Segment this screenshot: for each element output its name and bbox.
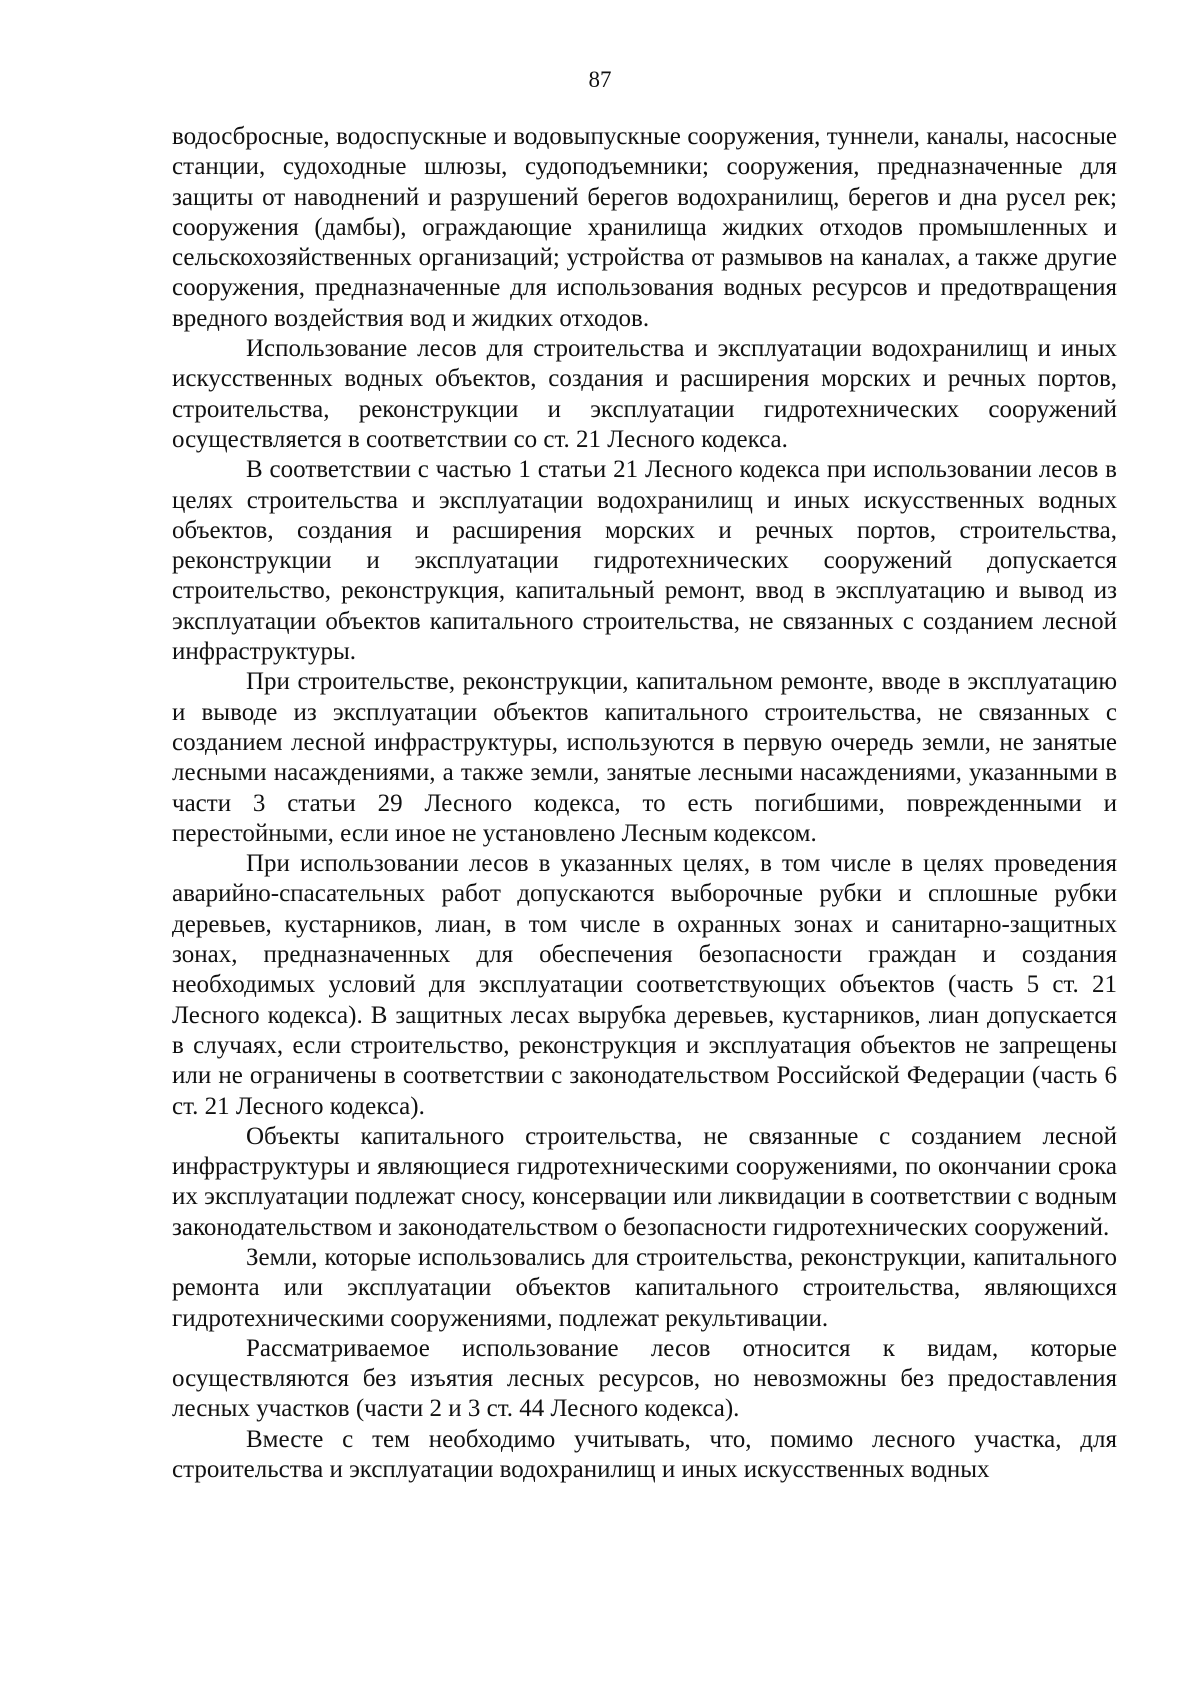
paragraph: В соответствии с частью 1 статьи 21 Лесного кодекса при использовании лесов в целях строительства и эксплуатации водохранилищ и иных искусственных водных объектов, создания и расширения морских и речных портов, строительства, реконструкции и эксплуатации гидротехнических сооружений допускается строительство, реконструкция, капитальный ремонт, ввод в эксплуатацию и вывод из эксплуатации объектов капитального строительства, не связанных с созданием лесной инфраструктуры.: [172, 456, 1117, 666]
paragraph: При строительстве, реконструкции, капитальном ремонте, вводе в эксплуатацию и выводе из эксплуатации объектов капитального строительства, не связанных с созданием лесной инфраструктуры, используются в первую очередь земли, не занятые лесными насаждениями, а также земли, занятые лесными насаждениями, указанными в части 3 статьи 29 Лесного кодекса, то есть погибшими, поврежденными и перестойными, если иное не установлено Лесным кодексом.: [172, 668, 1117, 847]
paragraph-unfinished: Вместе с тем необходимо учитывать, что, помимо лесного участка, для строительства и эксплуатации водохранилищ и иных искусственных водных: [172, 1425, 1117, 1484]
paragraph: Рассматриваемое использование лесов относится к видам, которые осуществляются без изъятия лесных ресурсов, но невозможны без предоставления лесных участков (части 2 и 3 ст. 44 Лесного кодекса).: [172, 1334, 1117, 1423]
paragraph: При использовании лесов в указанных целях, в том числе в целях проведения аварийно-спасательных работ допускаются выборочные рубки и сплошные рубки деревьев, кустарников, лиан, в том числе в охранных зонах и санитарно-защитных зонах, предназначенных для обеспечения безопасности граждан и создания необходимых условий для эксплуатации соответствующих объектов (часть 5 ст. 21 Лесного кодекса). В защитных лесах вырубка деревьев, кустарников, лиан допускается в случаях, если строительство, реконструкция и эксплуатация объектов не запрещены или не ограничены в соответствии с законодательством Российской Федерации (часть 6 ст. 21 Лесного кодекса).: [172, 850, 1117, 1120]
document-body: [172, 122, 1117, 1485]
paragraph: Объекты капитального строительства, не связанные с созданием лесной инфраструктуры и являющиеся гидротехническими сооружениями, по окончании срока их эксплуатации подлежат сносу, консервации или ликвидации в соответствии с водным законодательством и законодательством о безопасности гидротехнических сооружений.: [172, 1122, 1117, 1241]
paragraph: Земли, которые использовались для строительства, реконструкции, капитального ремонта или эксплуатации объектов капитального строительства, являющихся гидротехническими сооружениями, подлежат рекультивации.: [172, 1243, 1117, 1332]
page-number: 87: [588, 67, 612, 92]
paragraph: Использование лесов для строительства и эксплуатации водохранилищ и иных искусственных водных объектов, создания и расширения морских и речных портов, строительства, реконструкции и эксплуатации гидротехнических сооружений осуществляется в соответствии со ст. 21 Лесного кодекса.: [172, 335, 1117, 453]
paragraph-continuation: водосбросные, водоспускные и водовыпускные сооружения, туннели, каналы, насосные станции, судоходные шлюзы, судоподъемники; сооружения, предназначенные для защиты от наводнений и разрушений берегов водохранилищ, берегов и дна русел рек; сооружения (дамбы), ограждающие хранилища жидких отходов промышленных и сельскохозяйственных организаций; устройства от размывов на каналах, а также другие сооружения, предназначенные для использования водных ресурсов и предотвращения вредного воздействия вод и жидких отходов.: [172, 123, 1117, 332]
